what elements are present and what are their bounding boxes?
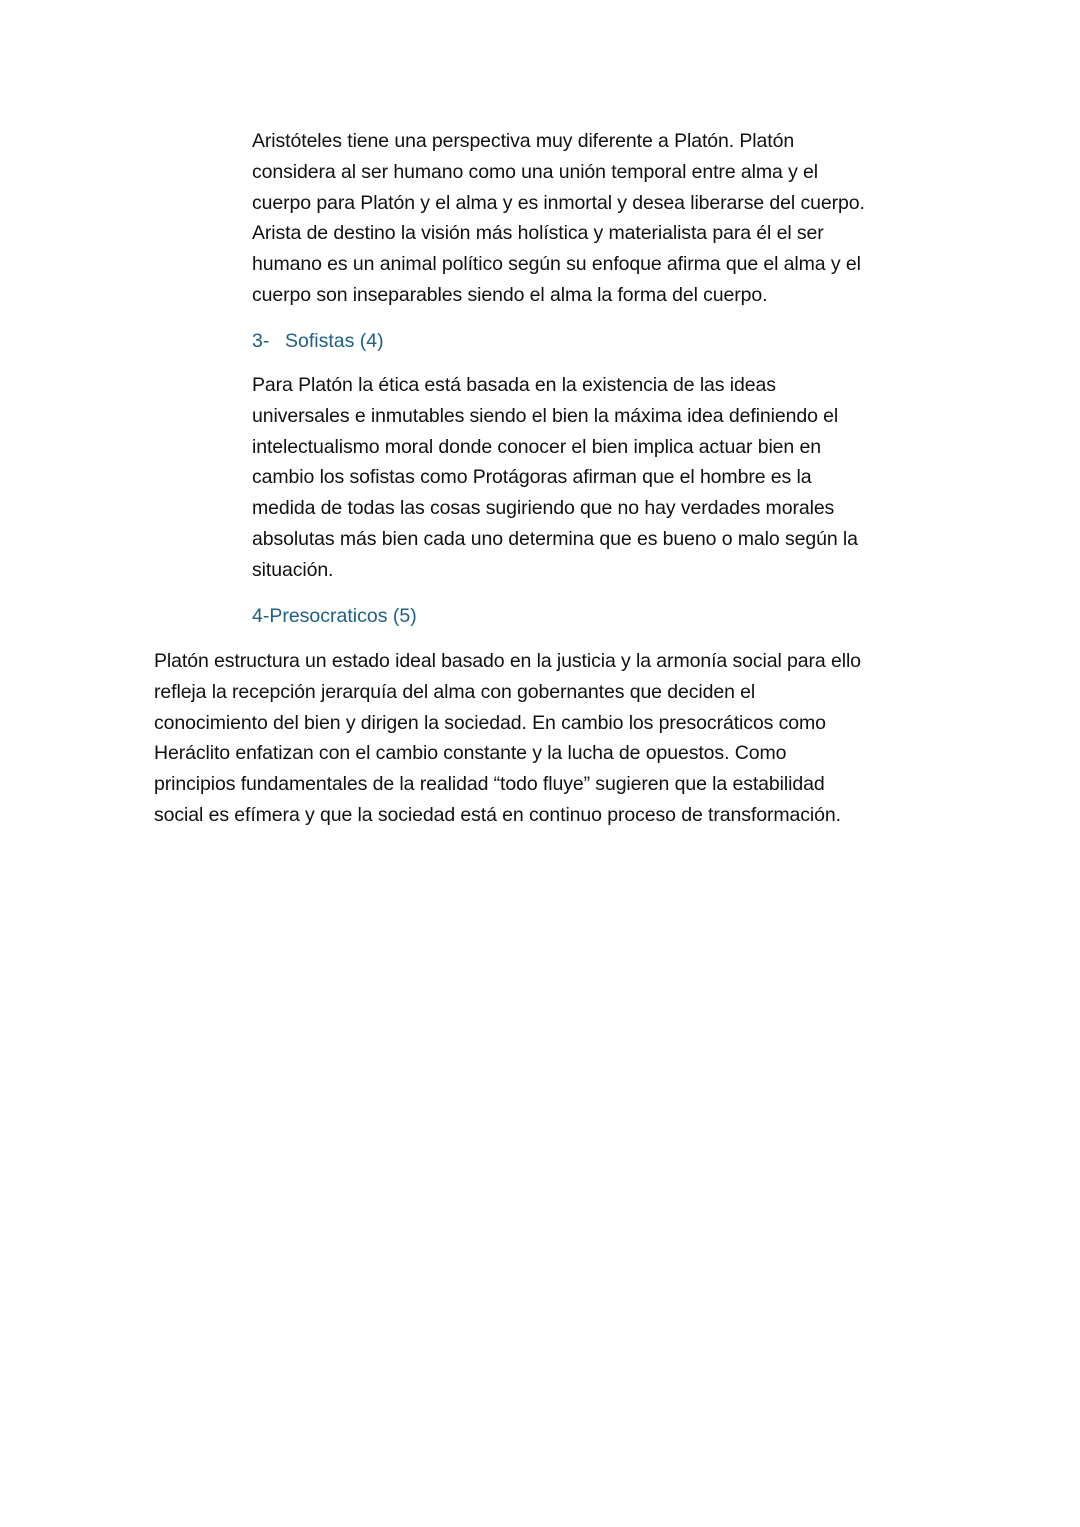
paragraph-line: considera al ser humano como una unión temporal entre alma y el (252, 160, 819, 183)
paragraph-sofistas (252, 370, 952, 586)
paragraph-line: intelectualismo moral donde conocer el bien implica actuar bien en (252, 435, 821, 458)
paragraph-line: Para Platón la ética está basada en la existencia de las ideas (252, 374, 776, 396)
paragraph-line: cuerpo son inseparables siendo el alma la forma del cuerpo. (252, 283, 768, 306)
section-heading-presocraticos (252, 601, 417, 631)
paragraph-aristoteles (252, 126, 952, 311)
section-title: Sofistas (4) (285, 330, 384, 352)
section-heading-sofistas (252, 326, 384, 356)
paragraph-line: cuerpo para Platón y el alma y es inmortal y desea liberarse del cuerpo. (252, 191, 865, 214)
paragraph-line: Heráclito enfatizan con el cambio constante y la lucha de opuestos. Como (154, 742, 787, 765)
paragraph-line: universales e inmutables siendo el bien la máxima idea definiendo el (252, 404, 839, 427)
paragraph-line: refleja la recepción jerarquía del alma con gobernantes que deciden el (154, 680, 756, 703)
paragraph-line: medida de todas las cosas sugiriendo que no hay verdades morales (252, 497, 835, 520)
section-number: 3- (252, 330, 270, 352)
paragraph-presocraticos (154, 646, 954, 831)
paragraph-line: absolutas más bien cada uno determina que es bueno o malo según la (252, 527, 858, 550)
paragraph-line: situación. (252, 558, 334, 581)
paragraph-line: principios fundamentales de la realidad “todo fluye” sugieren que la estabilidad (154, 773, 825, 796)
paragraph-line: Arista de destino la visión más holística y materialista para él el ser (252, 222, 824, 245)
paragraph-line: Aristóteles tiene una perspectiva muy diferente a Platón. Platón (252, 130, 795, 152)
paragraph-line: conocimiento del bien y dirigen la sociedad. En cambio los presocráticos como (154, 711, 826, 734)
paragraph-line: Platón estructura un estado ideal basado en la justicia y la armonía social para ello (154, 650, 861, 672)
paragraph-line: humano es un animal político según su enfoque afirma que el alma y el (252, 253, 861, 276)
paragraph-line: social es efímera y que la sociedad está en continuo proceso de transformación. (154, 803, 841, 826)
paragraph-line: cambio los sofistas como Protágoras afirman que el hombre es la (252, 466, 812, 489)
section-title: 4-Presocraticos (5) (252, 605, 417, 627)
